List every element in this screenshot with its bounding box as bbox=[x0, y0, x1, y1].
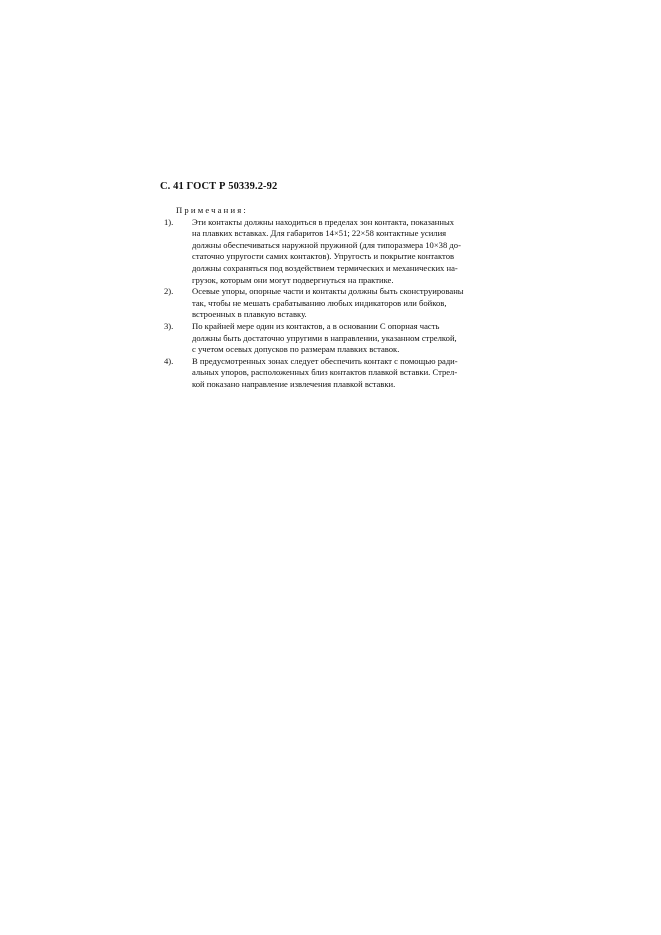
note-line: на плавких вставках. Для габаритов 14×51; 22×58 контактные усилия bbox=[192, 228, 447, 239]
notes-title: Примечания: bbox=[176, 205, 249, 215]
note-line: альных упоров, расположенных близ контактов плавкой вставки. Стрел- bbox=[192, 367, 458, 378]
note-line: должны обеспечиваться наружной пружиной (для типоразмера 10×38 до- bbox=[192, 239, 461, 250]
note-line: встроенных в плавкую вставку. bbox=[192, 309, 307, 320]
note-line: В предусмотренных зонах следует обеспечить контакт с помощью ради- bbox=[192, 355, 458, 366]
note-line: Эти контакты должны находиться в пределах зон контакта, показанных bbox=[192, 216, 455, 227]
note-item-3 bbox=[160, 321, 520, 356]
note-line: должны быть достаточно упругими в направлении, указанном стрелкой, bbox=[192, 332, 457, 343]
note-line: грузок, которым они могут подвергнуться на практике. bbox=[192, 274, 394, 285]
note-line: статочно упругости самих контактов). Упругость и покрытие контактов bbox=[192, 251, 455, 262]
note-number: 4). bbox=[164, 355, 174, 366]
note-item-1 bbox=[160, 217, 520, 287]
note-line: Осевые упоры, опорные части и контакты должны быть сконструированы bbox=[192, 286, 464, 297]
note-number: 1). bbox=[164, 216, 174, 227]
note-line: должны сохраняться под воздействием термических и механических на- bbox=[192, 262, 458, 273]
note-line: так, чтобы не мешать срабатыванию любых индикаторов или бойков, bbox=[192, 297, 447, 308]
note-number: 2). bbox=[164, 286, 174, 297]
note-number: 3). bbox=[164, 320, 174, 331]
note-line: кой показано направление извлечения плавкой вставки. bbox=[192, 378, 396, 389]
note-item-4 bbox=[160, 356, 520, 391]
note-item-2 bbox=[160, 286, 520, 321]
note-line: с учетом осевых допусков по размерам плавких вставок. bbox=[192, 344, 400, 355]
page-header: С. 41 ГОСТ Р 50339.2-92 bbox=[160, 181, 278, 192]
notes-section bbox=[160, 205, 520, 391]
note-line: По крайней мере один из контактов, а в основании С опорная часть bbox=[192, 320, 440, 331]
